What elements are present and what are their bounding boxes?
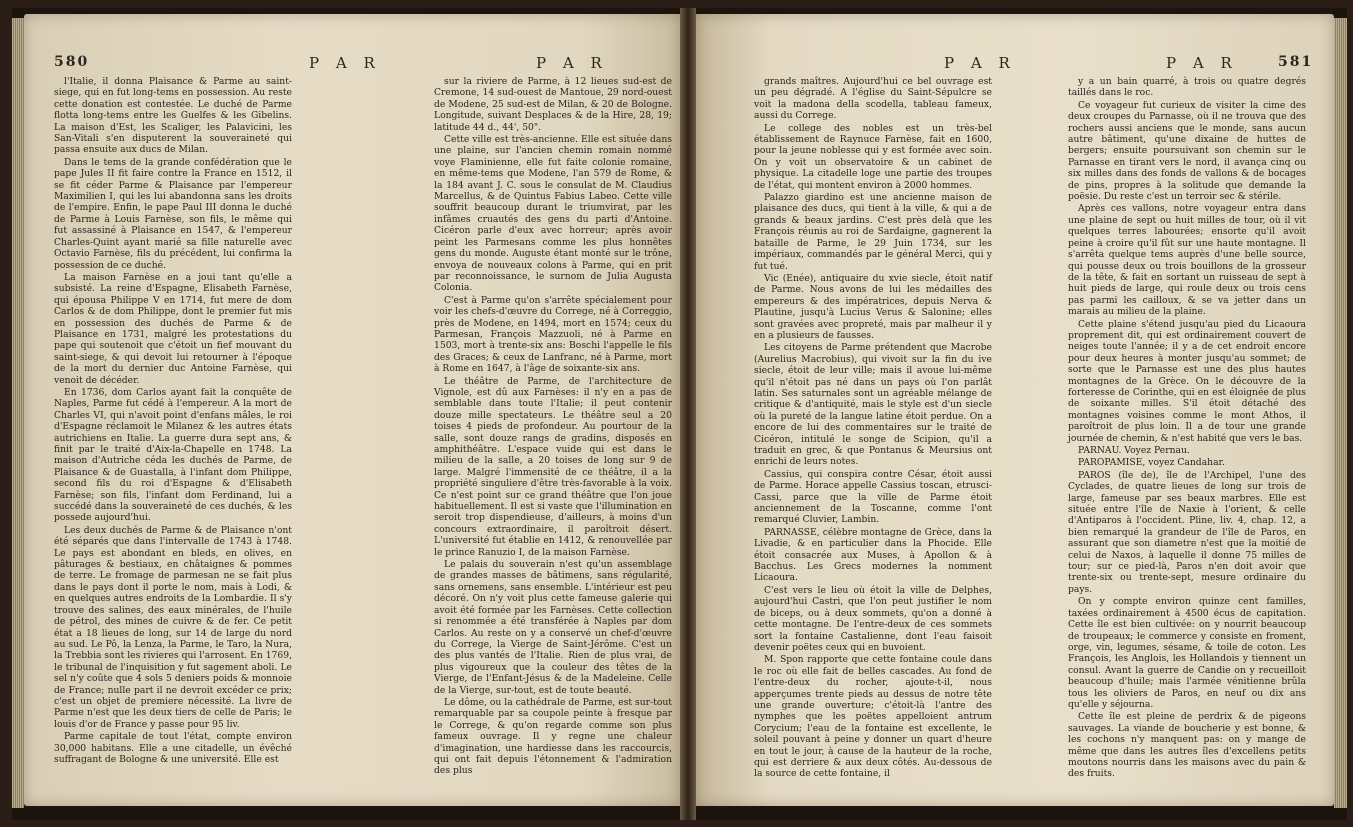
paragraph: Le college des nobles est un très-bel établissement de Raynuce Farnèse, fait en 1600, pour la jeune noblesse qui y est formée avec soin. On y voit un observatoire & un cabinet de physique. La citadelle loge une partie des troupes de l'état, qui montent environ à 2000 hommes. bbox=[754, 122, 992, 191]
paragraph: Ce voyageur fut curieux de visiter la cime des deux croupes du Parnasse, où il ne trouva que des rochers aussi anciens que le monde, sans aucun autre bâtiment, qu'une dixaine de huttes de bergers; ensuite poursuivant son chemin sur le Parnasse en tirant vers le nord, il avança cinq ou six milles dans des fonds de vallons & de bocages de pins, propres à la solitude que demande la poësie. Du reste c'est un terroir sec & stérile. bbox=[1068, 99, 1306, 203]
paragraph: Les deux duchés de Parme & de Plaisance n'ont été séparés que dans l'intervalle de 1743 à 1748. Le pays est abondant en bleds, en olives, en pâturages & bestiaux, en châtaignes & pommes de terre. Le fromage de parmesan ne se fait plus dans le pays dont il porte le nom, mais à Lodi, & en quelques autres endroits de la Lombardie. Il s'y trouve des salines, des eaux minérales, de l'huile de pétrol, des mines de cuivre & de fer. Ce petit état a 18 lieues de long, sur 14 de large du nord au sud. Le Pô, la Lenza, la Parme, le Taro, la Nura, la Trebbia sont les rivieres qui l'arrosent. En 1769, le tribunal de l'inquisition y fut sagement aboli. Le sel n'y coûte que 4 sols 5 deniers poids & monnoie de France; nulle part il ne devroit excéder ce prix; c'est un objet de premiere nécessité. La livre de Parme n'est que les deux tiers de celle de Paris; le louis d'or de France y passe pour 95 liv. bbox=[54, 524, 292, 730]
paragraph: La maison Farnèse en a joui tant qu'elle a subsisté. La reine d'Espagne, Elisabeth Farnèse, qui épousa Philippe V en 1714, fut mere de dom Carlos & de dom Philippe, dont le premier fut mis en possession des duchés de Parme & de Plaisance en 1731, malgré les protestations du pape qui soutenoit que c'étoit un fief mouvant du saint-siege, & qui devoit lui retourner à l'époque de la mort du dernier duc Antoine Farnèse, qui venoit de décéder. bbox=[54, 271, 292, 386]
paragraph: En 1736, dom Carlos ayant fait la conquête de Naples, Parme fut cédé à l'empereur. A la mort de Charles VI, qui n'avoit point d'enfans mâles, le roi d'Espagne réclamoit le Milanez & les autres états autrichiens en Italie. La guerre dura sept ans, & finit par le traité d'Aix-la-Chapelle en 1748. La maison d'Autriche céda les duchés de Parme, de Plaisance & de Guastalla, à l'infant dom Philippe, second fils du roi d'Espagne & d'Elisabeth Farnèse; son fils, l'infant dom Ferdinand, lui a succédé dans la souveraineté de ces duchés, & les possede aujourd'hui. bbox=[54, 386, 292, 524]
right-page[interactable] bbox=[696, 14, 1334, 806]
page-stack-right bbox=[1334, 18, 1347, 808]
right-running-head bbox=[696, 54, 1334, 74]
left-page-number: 580 bbox=[54, 54, 90, 70]
left-column-2 bbox=[434, 76, 672, 778]
left-running-head bbox=[24, 54, 680, 74]
paragraph: Dans le tems de la grande confédération que le pape Jules II fit faire contre la France en 1512, il se fit céder Parme & Plaisance par l'empereur Maximilien I, qui les lui abandonna sans les droits de l'empire. Enfin, le pape Paul III donna le duché de Parme à Louis Farnèse, son fils, le même qui fut assassiné à Plaisance en 1547, & l'empereur Charles-Quint ayant marié sa fille naturelle avec Octavio Farnèse, fils du précédent, lui confirma la possession de ce duché. bbox=[54, 156, 292, 271]
paragraph: Après ces vallons, notre voyageur entra dans une plaine de sept ou huit milles de tour, où il vit quelques terres labourées; ensorte qu'il avoit peine à croire qu'il fût sur une haute montagne. Il s'arrêta quelque tems auprès d'une belle source, qui pousse deux ou trois bouillons de la grosseur de la tête, & fait en sortant un ruisseau de sept à huit pieds de large, qui roule deux ou trois cens pas parmi les cailloux, & se va jetter dans un marais au milieu de la plaine. bbox=[1068, 203, 1306, 318]
paragraph: grands maîtres. Aujourd'hui ce bel ouvrage est un peu dégradé. A l'église du Saint-Sépulcre se voit la madona della scodella, tableau fameux, aussi du Correge. bbox=[754, 76, 992, 122]
right-page-number: 581 bbox=[1278, 54, 1314, 70]
left-column-header-word: P A R bbox=[536, 54, 608, 72]
right-header-word: P A R bbox=[944, 54, 1016, 72]
paragraph: sur la riviere de Parme, à 12 lieues sud-est de Cremone, 14 sud-ouest de Mantoue, 29 nord-ouest de Modene, 25 sud-est de Milan, & 20 de Bologne. Longitude, suivant Desplaces & de la Hire, 28, 19; latitude 44 d., 44', 50". bbox=[434, 76, 672, 133]
paragraph: Les citoyens de Parme prétendent que Macrobe (Aurelius Macrobius), qui vivoit sur la fin du ive siecle, étoit de leur ville; mais il avoue lui-même qu'il n'étoit pas né dans un pays où l'on parlât latin. Ses saturnales sont un agréable mélange de critique & d'antiquité, mais le style est d'un siecle où la pureté de la langue latine étoit perdue. On a encore de lui des commentaires sur le traité de Cicéron, intitulé le songe de Scipion, qu'il a traduit en grec, & que Pontanus & Meursius ont enrichi de leurs notes. bbox=[754, 342, 992, 468]
paragraph: On y compte environ quinze cent familles, taxées ordinairement à 4500 écus de capitation. Cette île est bien cultivée: on y nourrit beaucoup de troupeaux; le commerce y consiste en froment, orge, vin, legumes, sésame, & toile de coton. Les François, les Anglois, les Hollandois y tiennent un consul. Avant la guerre de Candie on y recueilloit beaucoup d'huile; mais l'armée vénitienne brûla tous les oliviers de Paros, en neuf ou dix ans qu'elle y séjourna. bbox=[1068, 596, 1306, 710]
right-column-2 bbox=[1068, 76, 1306, 781]
paragraph: Cette île est pleine de perdrix & de pigeons sauvages. La viande de boucherie y est bonne, & les cochons n'y manquent pas: on y mange de même que dans les autres îles d'excellens petits moutons nourris dans les maisons avec du pain & des fruits. bbox=[1068, 711, 1306, 780]
paragraph: Le théâtre de Parme, de l'architecture de Vignole, est dû aux Farnèses: il n'y en a pas de semblable dans toute l'Italie; il peut contenir douze mille spectateurs. Le théâtre seul a 20 toises 4 pieds de profondeur. Au pourtour de la salle, sont douze rangs de gradins, disposés en amphithéâtre. L'espace vuide qui est dans le milieu de la salle, a 20 toises de long sur 9 de large. Malgré l'immensité de ce théâtre, il a la propriété singuliere d'être très-favorable à la voix. Ce n'est point sur ce grand théâtre que l'on joue habituellement. Il est si vaste que l'illumination en seroit trop dispendieuse, d'ailleurs, à moins d'un concours extraordinaire, il paroîtroit désert. L'université fut établie en 1412, & renouvellée par le prince Ranuzio I, de la maison Farnèse. bbox=[434, 375, 672, 558]
left-page[interactable] bbox=[24, 14, 680, 806]
paragraph: Le dôme, ou la cathédrale de Parme, est sur-tout remarquable par sa coupole peinte à fresque par le Correge, & qu'on regarde comme son plus fameux ouvrage. Il y regne une chaleur d'imagination, une hardiesse dans les raccourcis, qui ont fait depuis l'étonnement & l'admiration des plus bbox=[434, 696, 672, 777]
paragraph: Le palais du souverain n'est qu'un assemblage de grandes masses de bâtimens, sans régularité, sans ornemens, sans ensemble. L'intérieur est peu décoré. On n'y voit plus cette fameuse galerie qui avoit été formée par les Farnèses. Cette collection si renommée a été transférée à Naples par dom Carlos. Au reste on y a conservé un chef-d'œuvre du Correge, la Vierge de Saint-Jérôme. C'est un des plus vantés de l'Italie. Rien de plus vrai, de plus vigoureux que la couleur des têtes de la Vierge, de l'Enfant-Jésus & de la Madeleine. Celle de la Vierge, sur-tout, est de toute beauté. bbox=[434, 559, 672, 696]
right-header-word-2: P A R bbox=[1166, 54, 1238, 72]
page-stack-left bbox=[12, 18, 24, 808]
paragraph: PARNAU. Voyez Pernau. bbox=[1078, 445, 1190, 456]
paragraph: y a un bain quarré, à trois ou quatre degrés taillés dans le roc. bbox=[1068, 76, 1306, 99]
paragraph: PAROPAMISE, voyez Candahar. bbox=[1078, 457, 1225, 469]
paragraph: l'Italie, il donna Plaisance & Parme au saint-siege, qui en fut long-tems en possession. Au reste cette donation est contestée. Le duché de Parme flotta long-tems entre les Guelfes & les Gibelins. La maison d'Est, les Scaliger, les Palavicini, les San-Vitali s'en disputerent la souveraineté qui passa ensuite aux ducs de Milan. bbox=[54, 76, 292, 156]
paragraph: Cassius, qui conspira contre César, étoit aussi de Parme. Horace appelle Cassius toscan, etrusci-Cassi, parce que la ville de Parme étoit anciennement de la Toscanne, comme l'ont remarqué Cluvier, Lambin. bbox=[754, 468, 992, 526]
paragraph: C'est à Parme qu'on s'arrête spécialement pour voir les chefs-d'œuvre du Correge, né à Correggio, près de Modene, en 1494, mort en 1574; ceux du Parmesan, François Mazzuoli, né à Parme en 1503, mort à trente-six ans: Boschi l'appelle le fils des Graces; & ceux de Lanfranc, né à Parme, mort à Rome en 1647, à l'âge de soixante-six ans. bbox=[434, 294, 672, 375]
paragraph: C'est vers le lieu où étoit la ville de Delphes, aujourd'hui Castri, que l'on peut justifier le nom de biceps, ou à deux sommets, qu'on a donné à cette montagne. De l'entre-deux de ces sommets sort la fontaine Castalienne, dont l'eau faisoit devenir poëtes ceux qui en buvoient. bbox=[754, 584, 992, 653]
paragraph: M. Spon rapporte que cette fontaine coule dans le roc où elle fait de belles cascades. Au fond de l'entre-deux du rocher, ajoute-t-il, nous apperçumes trente pieds au dessus de notre tête une grande ouverture; c'étoit-là l'antre des nymphes que les poëtes appelloient antrum Corycium; l'eau de la fontaine est excellente, le soleil pouvant à peine y donner un quart d'heure en tout le jour, à cause de la hauteur de la roche, qui est derriere & aux deux côtés. Au-dessous de la source de cette fontaine, il bbox=[754, 654, 992, 780]
paragraph: PARNASSE, célèbre montagne de Grèce, dans la Livadie, & en particulier dans la Phocide. Elle étoit consacrée aux Muses, à Apollon & à Bacchus. Les Grecs modernes la nomment Licaoura. bbox=[754, 526, 992, 584]
left-header-word: P A R bbox=[309, 54, 381, 72]
left-column-1 bbox=[54, 76, 292, 766]
book-gutter bbox=[680, 8, 696, 820]
open-book bbox=[12, 8, 1347, 820]
paragraph: Palazzo giardino est une ancienne maison de plaisance des ducs, qui tient à la ville, & qui a de grands & beaux jardins. C'est près delà que les François réunis au roi de Sardaigne, gagnerent la bataille de Parme, le 29 Juin 1734, sur les impériaux, commandés par le général Merci, qui y fut tué. bbox=[754, 192, 992, 272]
paragraph: Vic (Enée), antiquaire du xvie siecle, étoit natif de Parme. Nous avons de lui les médailles des empereurs & des impératrices, depuis Nerva & Plautine, jusqu'à Lucius Verus & Salonine; elles sont gravées avec propreté, mais par malheur il y en a plusieurs de fausses. bbox=[754, 272, 992, 341]
paragraph: Cette ville est très-ancienne. Elle est située dans une plaine, sur l'ancien chemin romain nommé voye Flaminienne, elle fut faite colonie romaine, en même-tems que Modene, l'an 579 de Rome, & la 184 avant J. C. sous le consulat de M. Claudius Marcellus, & de Quintus Fabius Labeo. Cette ville souffrit beaucoup durant le triumvirat, par les infâmes cruautés des gens du parti d'Antoine. Cicéron parle d'eux avec horreur; après avoir peint les Parmesans comme les plus honnêtes gens du monde. Auguste étant monté sur le trône, envoya de nouveaux colons à Parme, qui en prit par reconnoissance, le surnom de Julia Augusta Colonia. bbox=[434, 134, 672, 294]
paragraph: Cette plaine s'étend jusqu'au pied du Licaoura proprement dit, qui est ordinairement couvert de neiges toute l'année; il y a de cet endroit encore pour deux heures à monter jusqu'au sommet; de sorte que le Parnasse est une des plus hautes montagnes de la Grèce. On le découvre de la forteresse de Corinthe, qui en est éloignée de plus de soixante milles. S'il étoit détaché des montagnes voisines comme le mont Athos, il paroîtroit de plus loin. Il a de tour une grande journée de chemin, & n'est habité que vers le bas. bbox=[1068, 318, 1306, 444]
paragraph: Parme capitale de tout l'état, compte environ 30,000 habitans. Elle a une citadelle, un évêché suffragant de Bologne & une université. Elle est bbox=[54, 731, 292, 765]
paragraph: PAROS (île de), île de l'Archipel, l'une des Cyclades, de quatre lieues de long sur trois de large, fameuse par ses beaux marbres. Elle est située entre l'île de Naxie à l'orient, & celle d'Antiparos à l'occident. Pline, liv. 4, chap. 12, a bien remarqué la grandeur de l'île de Paros, en assurant que son diametre n'est que la moitié de celui de Naxos, à laquelle il donne 75 milles de tour; sur ce pied-là, Paros n'en doit avoir que trente-six ou trente-sept, mesure ordinaire du pays. bbox=[1068, 469, 1306, 595]
right-column-1 bbox=[754, 76, 992, 781]
